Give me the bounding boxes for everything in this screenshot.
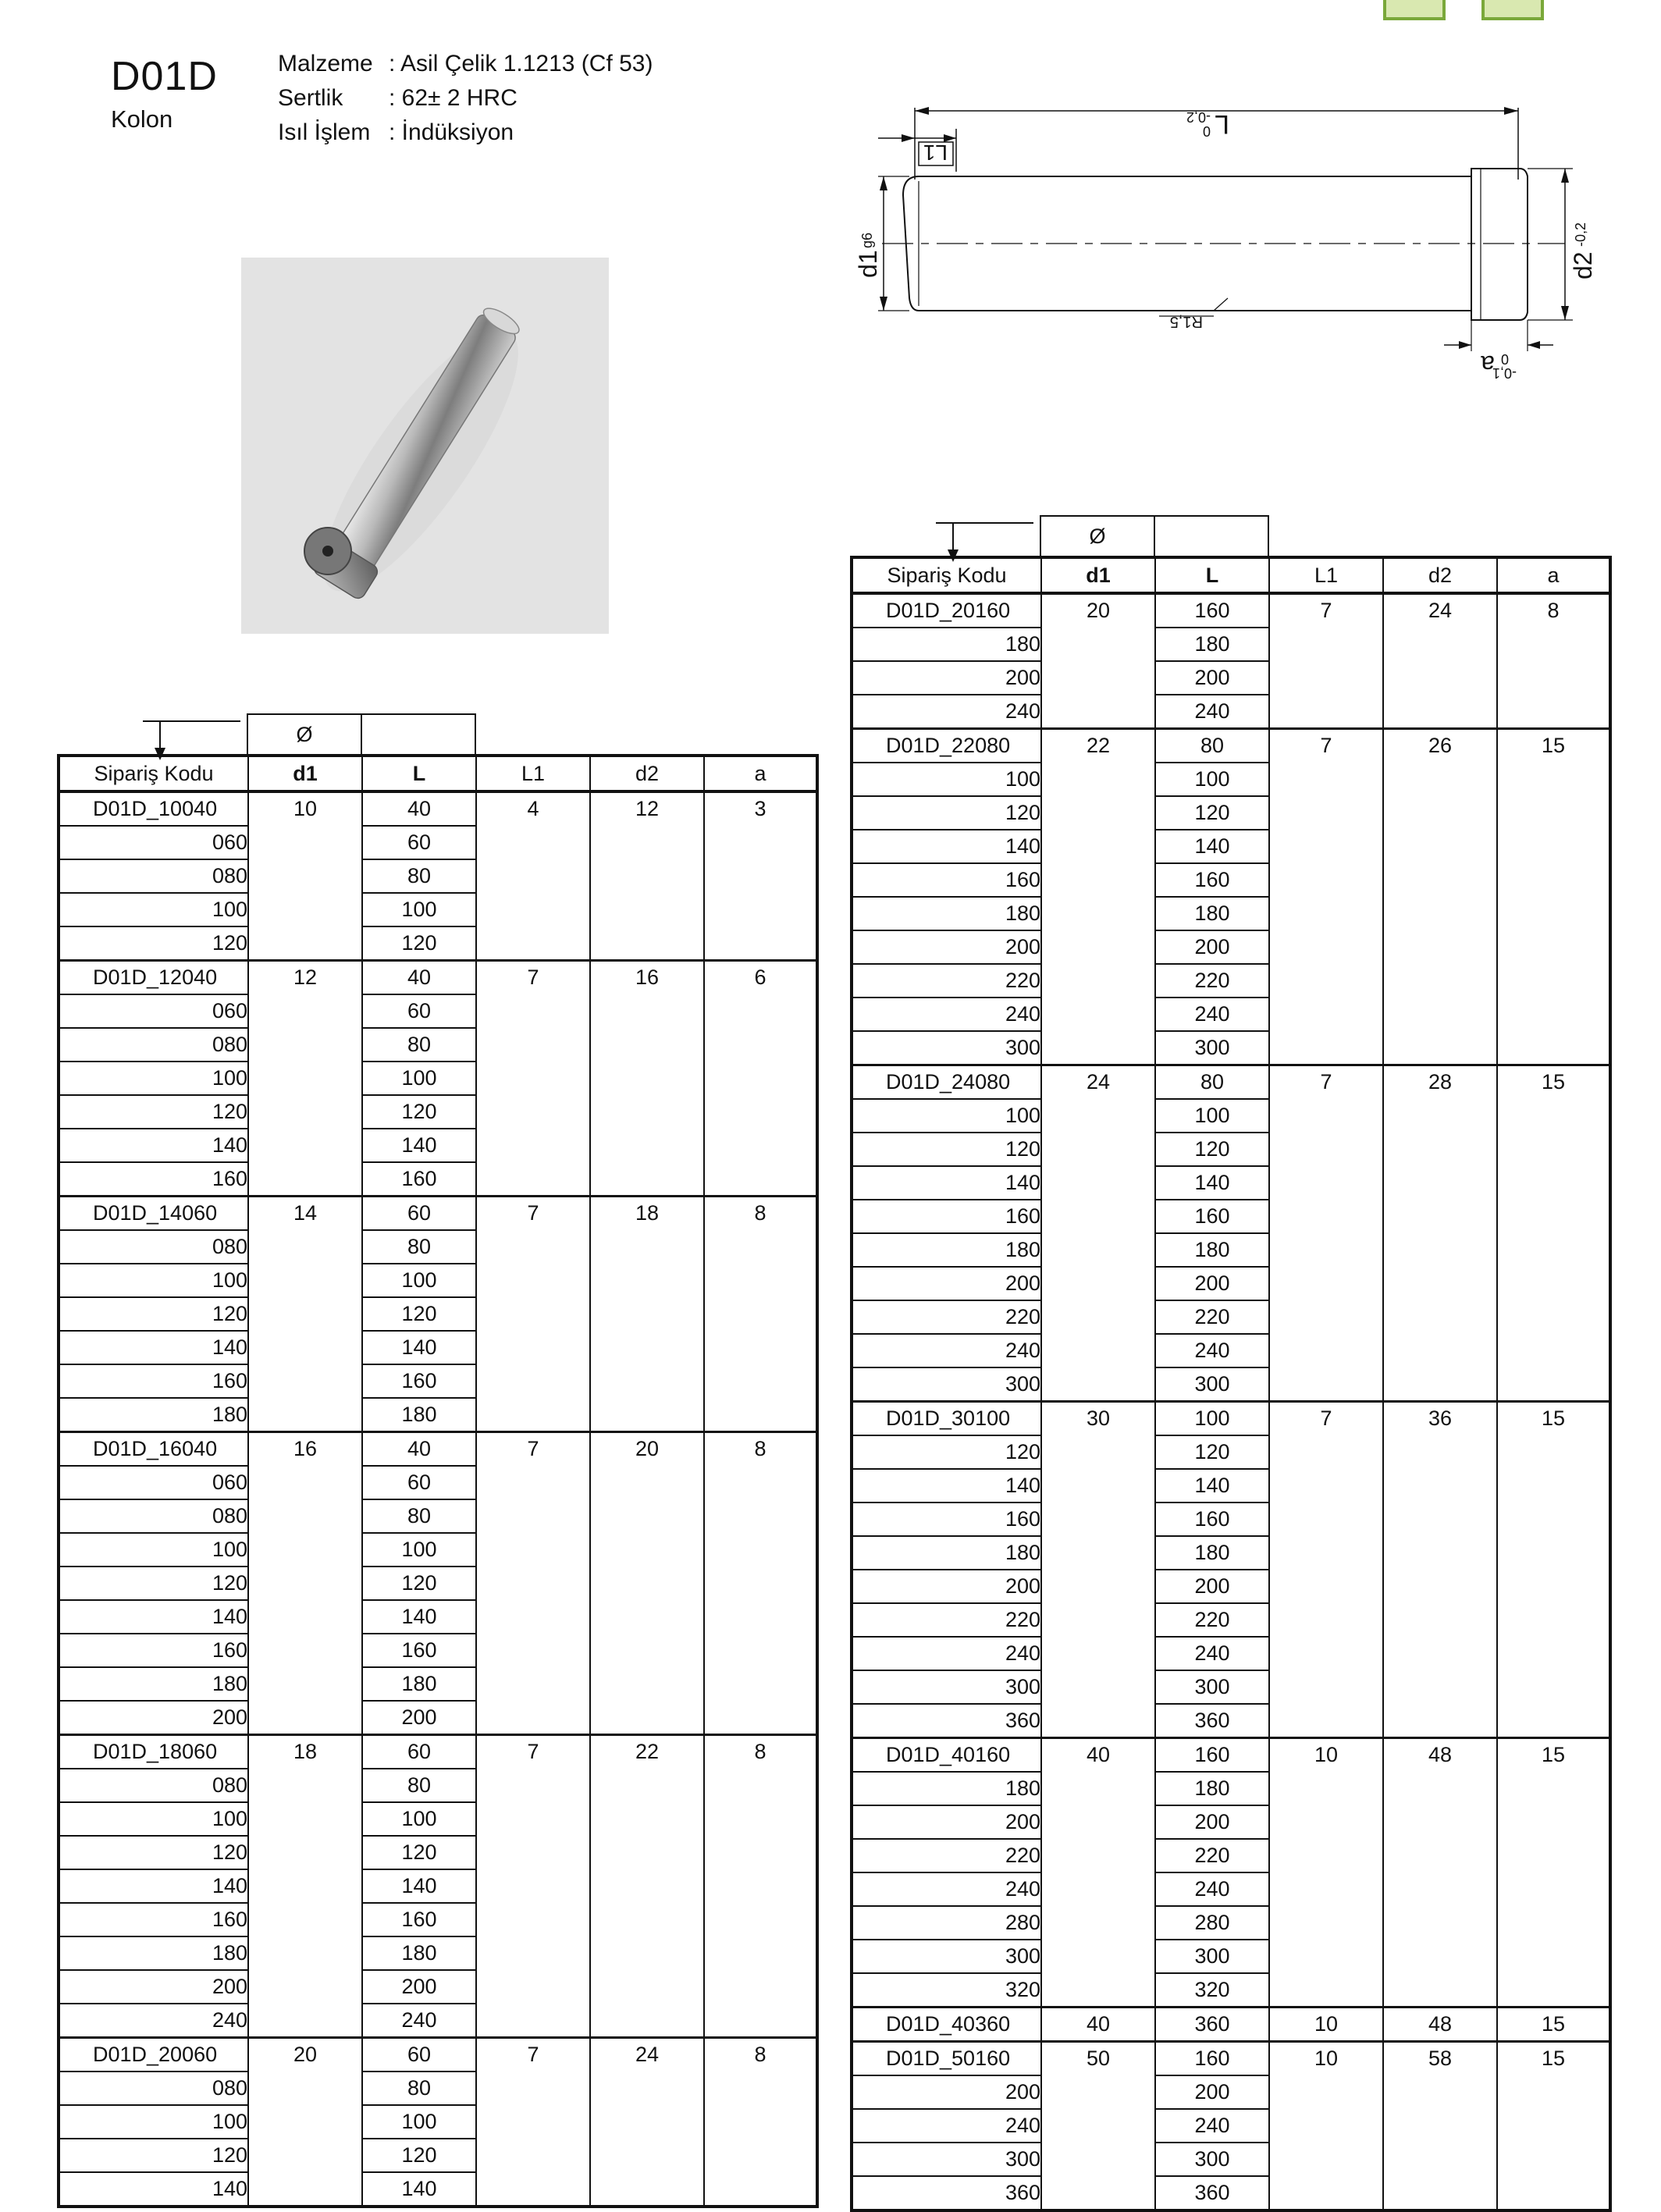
length-cell: 60 [362, 1197, 476, 1231]
length-cell: 160 [362, 1634, 476, 1667]
dim-L-tol2: -0,2 [1186, 109, 1211, 125]
length-cell: 360 [1155, 2176, 1269, 2210]
length-cell: 100 [1155, 763, 1269, 796]
length-cell: 140 [362, 1129, 476, 1162]
l1-cell: 10 [1269, 2008, 1383, 2042]
length-cell: 220 [1155, 1839, 1269, 1872]
length-cell: 360 [1155, 2008, 1269, 2042]
length-cell: 300 [1155, 1367, 1269, 1402]
length-cell: 240 [1155, 998, 1269, 1031]
order-code-cell: 240 [852, 1872, 1041, 1906]
length-cell: 100 [362, 1802, 476, 1836]
table-row [59, 1197, 817, 1231]
length-cell: 300 [1155, 1031, 1269, 1065]
spec-hardness [278, 81, 653, 116]
length-cell: 140 [362, 1600, 476, 1634]
length-cell: 320 [1155, 1973, 1269, 2008]
order-code-cell: 200 [852, 2075, 1041, 2109]
order-code-cell: 080 [59, 1028, 248, 1062]
length-cell: 200 [1155, 930, 1269, 964]
order-code-cell: 180 [852, 628, 1041, 661]
length-cell: 160 [1155, 1503, 1269, 1536]
order-code-cell: 140 [852, 830, 1041, 863]
order-code-cell: 060 [59, 826, 248, 859]
order-code-cell: 120 [59, 1836, 248, 1869]
dim-L: L [1215, 109, 1229, 139]
order-code-cell: 240 [852, 998, 1041, 1031]
length-cell: 120 [1155, 1133, 1269, 1166]
diameter-header-cell [247, 713, 362, 756]
length-cell: 160 [362, 1903, 476, 1936]
spec-table-right [850, 556, 1612, 2212]
order-code-cell: 160 [852, 1503, 1041, 1536]
length-cell: 180 [1155, 628, 1269, 661]
column-header: L [1155, 557, 1269, 593]
order-code-cell: 080 [59, 1499, 248, 1533]
table-row [59, 961, 817, 995]
column-header: L1 [1269, 557, 1383, 593]
order-code-cell: 160 [852, 1200, 1041, 1233]
a-cell: 15 [1497, 1065, 1610, 1402]
a-cell: 8 [1497, 593, 1610, 729]
length-cell: 120 [362, 926, 476, 961]
d1-cell: 16 [248, 1432, 362, 1735]
order-code-cell: D01D_20160 [852, 593, 1041, 628]
column-header: a [704, 756, 817, 791]
order-code-cell: 280 [852, 1906, 1041, 1940]
length-cell: 300 [1155, 1670, 1269, 1704]
order-code-cell: 360 [852, 2176, 1041, 2210]
length-cell: 100 [362, 1264, 476, 1297]
order-code-cell: 220 [852, 1300, 1041, 1334]
length-cell: 240 [362, 2004, 476, 2038]
dim-L1: L1 [923, 140, 948, 165]
d2-cell: 22 [590, 1735, 704, 2038]
a-cell: 15 [1497, 1402, 1610, 1738]
d2-cell: 48 [1383, 1738, 1497, 2008]
length-cell: 240 [1155, 695, 1269, 729]
order-code-cell: 120 [852, 1435, 1041, 1469]
order-code-cell: D01D_14060 [59, 1197, 248, 1231]
length-cell: 60 [362, 1735, 476, 1769]
diameter-header-cell [1040, 515, 1155, 557]
order-code-cell: 220 [852, 964, 1041, 998]
order-code-cell: 060 [59, 1466, 248, 1499]
order-code-cell: 180 [852, 1772, 1041, 1805]
order-code-cell: 100 [852, 1099, 1041, 1133]
length-cell: 200 [1155, 2075, 1269, 2109]
dim-d1: d1 [854, 250, 882, 278]
order-code-cell: 160 [59, 1364, 248, 1398]
length-cell: 80 [362, 1028, 476, 1062]
logo-mark-left [1383, 0, 1446, 20]
length-cell: 60 [362, 994, 476, 1028]
length-cell: 160 [362, 1364, 476, 1398]
spec-key: Malzeme [278, 51, 373, 76]
a-cell: 15 [1497, 729, 1610, 1065]
d2-cell: 16 [590, 961, 704, 1197]
length-cell: 200 [362, 1970, 476, 2004]
length-cell: 200 [1155, 661, 1269, 695]
length-cell: 180 [362, 1936, 476, 1970]
order-code-cell: 080 [59, 859, 248, 893]
order-code-cell: 100 [59, 893, 248, 926]
d1-cell: 24 [1041, 1065, 1155, 1402]
length-cell: 100 [362, 2105, 476, 2139]
table-row [852, 729, 1610, 763]
length-cell: 180 [362, 1398, 476, 1432]
d1-cell: 30 [1041, 1402, 1155, 1738]
order-code-cell: 140 [59, 1869, 248, 1903]
length-cell: 80 [362, 859, 476, 893]
logo-mark-right [1481, 0, 1544, 20]
length-cell: 360 [1155, 1704, 1269, 1738]
order-code-cell: 140 [59, 2172, 248, 2207]
length-cell: 100 [362, 1062, 476, 1095]
order-code-cell: D01D_40160 [852, 1738, 1041, 1773]
length-cell: 200 [362, 1701, 476, 1735]
length-cell: 160 [1155, 1738, 1269, 1773]
length-cell: 180 [362, 1667, 476, 1701]
d1-cell: 40 [1041, 2008, 1155, 2042]
order-code-cell: 200 [59, 1701, 248, 1735]
length-cell: 100 [362, 1533, 476, 1567]
order-code-cell: 240 [852, 1334, 1041, 1367]
dim-d2: d2 [1569, 251, 1597, 279]
order-code-cell: 080 [59, 2072, 248, 2105]
order-code-cell: 100 [59, 2105, 248, 2139]
length-cell: 240 [1155, 1637, 1269, 1670]
order-code-cell: 180 [59, 1398, 248, 1432]
d1-cell: 20 [1041, 593, 1155, 729]
order-code-cell: 180 [852, 897, 1041, 930]
order-code-cell: 160 [852, 863, 1041, 897]
table-row [59, 791, 817, 826]
length-cell: 120 [362, 1297, 476, 1331]
a-cell: 15 [1497, 2008, 1610, 2042]
spec-key: Sertlik [278, 85, 343, 111]
length-cell: 60 [362, 826, 476, 859]
length-cell: 160 [1155, 863, 1269, 897]
product-code: D01D [111, 54, 218, 99]
spec-table-left [57, 754, 819, 2208]
order-code-cell: D01D_18060 [59, 1735, 248, 1769]
d1-cell: 40 [1041, 1738, 1155, 2008]
order-code-cell: 080 [59, 1230, 248, 1264]
order-code-cell: D01D_40360 [852, 2008, 1041, 2042]
length-cell: 80 [362, 1230, 476, 1264]
order-code-cell: 360 [852, 1704, 1041, 1738]
spec-material [278, 47, 653, 81]
l1-cell: 4 [476, 791, 590, 961]
order-code-cell: 200 [852, 1805, 1041, 1839]
table-row [59, 1735, 817, 1769]
order-code-cell: 140 [59, 1129, 248, 1162]
d2-cell: 26 [1383, 729, 1497, 1065]
order-code-cell: D01D_22080 [852, 729, 1041, 763]
length-cell: 180 [1155, 1772, 1269, 1805]
order-code-cell: 180 [59, 1667, 248, 1701]
order-code-cell: D01D_20060 [59, 2038, 248, 2072]
column-header: L1 [476, 756, 590, 791]
length-cell: 240 [1155, 1872, 1269, 1906]
table-row [852, 593, 1610, 628]
length-cell: 40 [362, 961, 476, 995]
length-cell: 160 [362, 1162, 476, 1197]
order-code-cell: 120 [59, 1297, 248, 1331]
length-cell: 80 [362, 1499, 476, 1533]
l1-cell: 7 [1269, 1402, 1383, 1738]
d1-cell: 18 [248, 1735, 362, 2038]
length-header-cell [361, 713, 476, 756]
length-cell: 140 [362, 2172, 476, 2207]
order-code-cell: 180 [852, 1233, 1041, 1267]
right-table-wrapper [850, 515, 1608, 2204]
diameter-symbol: Ø [296, 723, 313, 746]
column-header: Sipariş Kodu [59, 756, 248, 791]
column-header: d1 [248, 756, 362, 791]
length-cell: 140 [1155, 1166, 1269, 1200]
order-code-cell: 320 [852, 1973, 1041, 2008]
l1-cell: 7 [1269, 729, 1383, 1065]
length-cell: 160 [1155, 2042, 1269, 2076]
d2-cell: 24 [1383, 593, 1497, 729]
a-cell: 6 [704, 961, 817, 1197]
length-cell: 220 [1155, 1603, 1269, 1637]
length-cell: 120 [1155, 796, 1269, 830]
length-cell: 40 [362, 1432, 476, 1467]
product-name: Kolon [111, 105, 173, 133]
table-header-row [59, 756, 817, 791]
order-code-cell: 100 [59, 1062, 248, 1095]
spec-key: Isıl İşlem [278, 119, 371, 145]
d1-cell: 14 [248, 1197, 362, 1432]
order-code-cell: 140 [852, 1469, 1041, 1503]
length-cell: 140 [362, 1331, 476, 1364]
order-code-cell: 160 [59, 1634, 248, 1667]
order-code-cell: 160 [59, 1162, 248, 1197]
l1-cell: 7 [476, 2038, 590, 2207]
order-code-cell: 100 [59, 1802, 248, 1836]
order-code-cell: D01D_30100 [852, 1402, 1041, 1436]
length-cell: 140 [1155, 830, 1269, 863]
order-code-cell: 200 [59, 1970, 248, 2004]
order-code-cell: 240 [852, 2109, 1041, 2143]
length-cell: 180 [1155, 1536, 1269, 1570]
length-cell: 200 [1155, 1805, 1269, 1839]
order-code-cell: 100 [59, 1264, 248, 1297]
length-cell: 60 [362, 1466, 476, 1499]
length-cell: 140 [1155, 1469, 1269, 1503]
order-code-cell: 100 [852, 763, 1041, 796]
dim-a-tol: -0,1 [1492, 365, 1517, 381]
order-code-cell: 200 [852, 930, 1041, 964]
order-code-cell: 200 [852, 1570, 1041, 1603]
order-code-cell: 200 [852, 1267, 1041, 1300]
spec-value: : İndüksiyon [389, 119, 514, 145]
order-code-cell: 160 [59, 1903, 248, 1936]
length-cell: 60 [362, 2038, 476, 2072]
length-cell: 120 [362, 1095, 476, 1129]
d2-cell: 18 [590, 1197, 704, 1432]
l1-cell: 7 [1269, 593, 1383, 729]
dim-L-tol: 0 [1202, 123, 1211, 139]
order-code-cell: 100 [59, 1533, 248, 1567]
order-code-cell: 240 [852, 695, 1041, 729]
l1-cell: 7 [476, 961, 590, 1197]
length-cell: 80 [1155, 729, 1269, 763]
l1-cell: 7 [476, 1197, 590, 1432]
length-cell: 220 [1155, 964, 1269, 998]
length-cell: 100 [1155, 1402, 1269, 1436]
l1-cell: 10 [1269, 1738, 1383, 2008]
spec-value: : Asil Çelik 1.1213 (Cf 53) [389, 51, 653, 76]
order-code-cell: 120 [59, 1567, 248, 1600]
order-code-cell: 080 [59, 1769, 248, 1802]
table-row [852, 1402, 1610, 1436]
order-code-cell: 120 [59, 1095, 248, 1129]
length-cell: 120 [362, 1836, 476, 1869]
l1-cell: 10 [1269, 2042, 1383, 2211]
d1-cell: 50 [1041, 2042, 1155, 2211]
column-header: L [362, 756, 476, 791]
spec-value: : 62± 2 HRC [389, 85, 518, 111]
length-cell: 300 [1155, 2143, 1269, 2176]
length-cell: 120 [1155, 1435, 1269, 1469]
order-code-cell: 060 [59, 994, 248, 1028]
diameter-symbol: Ø [1089, 525, 1106, 548]
dim-a-tol2: 0 [1500, 351, 1509, 367]
order-code-cell: D01D_10040 [59, 791, 248, 826]
order-code-cell: 300 [852, 2143, 1041, 2176]
order-code-cell: 140 [852, 1166, 1041, 1200]
table-row [59, 2038, 817, 2072]
length-cell: 40 [362, 791, 476, 826]
d1-cell: 12 [248, 961, 362, 1197]
length-cell: 180 [1155, 897, 1269, 930]
order-code-cell: 300 [852, 1670, 1041, 1704]
d2-cell: 20 [590, 1432, 704, 1735]
length-cell: 100 [362, 893, 476, 926]
technical-drawing [847, 94, 1596, 390]
column-header: d1 [1041, 557, 1155, 593]
length-cell: 300 [1155, 1940, 1269, 1973]
length-cell: 240 [1155, 2109, 1269, 2143]
length-cell: 280 [1155, 1906, 1269, 1940]
left-table-wrapper [57, 713, 816, 2200]
a-cell: 15 [1497, 1738, 1610, 2008]
dim-radius: R1,5 [1169, 313, 1203, 330]
order-code-cell: 240 [852, 1637, 1041, 1670]
length-cell: 180 [1155, 1233, 1269, 1267]
order-code-cell: 140 [59, 1600, 248, 1634]
length-cell: 220 [1155, 1300, 1269, 1334]
column-header: a [1497, 557, 1610, 593]
a-cell: 8 [704, 2038, 817, 2207]
d2-cell: 36 [1383, 1402, 1497, 1738]
dim-d2-tol: -0,2 [1573, 222, 1588, 247]
d2-cell: 28 [1383, 1065, 1497, 1402]
dim-a: a [1481, 350, 1495, 379]
table-row [852, 2008, 1610, 2042]
length-cell: 240 [1155, 1334, 1269, 1367]
table-row [852, 1738, 1610, 1773]
length-header-cell [1154, 515, 1269, 557]
length-cell: 160 [1155, 1200, 1269, 1233]
length-cell: 120 [362, 1567, 476, 1600]
order-code-cell: 140 [59, 1331, 248, 1364]
d2-cell: 58 [1383, 2042, 1497, 2211]
length-cell: 80 [1155, 1065, 1269, 1100]
d1-cell: 20 [248, 2038, 362, 2207]
order-code-cell: 200 [852, 661, 1041, 695]
order-code-cell: 300 [852, 1940, 1041, 1973]
l1-cell: 7 [476, 1735, 590, 2038]
order-code-cell: 300 [852, 1031, 1041, 1065]
dim-d1-tol: g6 [859, 232, 875, 248]
order-code-cell: 300 [852, 1367, 1041, 1402]
order-code-cell: D01D_50160 [852, 2042, 1041, 2076]
order-code-cell: 120 [59, 2139, 248, 2172]
d2-cell: 24 [590, 2038, 704, 2207]
d1-cell: 22 [1041, 729, 1155, 1065]
length-cell: 200 [1155, 1267, 1269, 1300]
order-code-cell: 220 [852, 1839, 1041, 1872]
length-cell: 80 [362, 1769, 476, 1802]
column-header: d2 [1383, 557, 1497, 593]
table-header-row [852, 557, 1610, 593]
column-header: d2 [590, 756, 704, 791]
a-cell: 3 [704, 791, 817, 961]
order-code-cell: 120 [852, 1133, 1041, 1166]
spec-heat-treatment [278, 116, 653, 150]
order-code-cell: 120 [852, 796, 1041, 830]
l1-cell: 7 [476, 1432, 590, 1735]
a-cell: 8 [704, 1735, 817, 2038]
a-cell: 8 [704, 1197, 817, 1432]
order-code-cell: 120 [59, 926, 248, 961]
a-cell: 8 [704, 1432, 817, 1735]
order-code-cell: 180 [59, 1936, 248, 1970]
length-cell: 80 [362, 2072, 476, 2105]
length-cell: 200 [1155, 1570, 1269, 1603]
table-row [852, 1065, 1610, 1100]
length-cell: 120 [362, 2139, 476, 2172]
order-code-cell: 220 [852, 1603, 1041, 1637]
l1-cell: 7 [1269, 1065, 1383, 1402]
column-header: Sipariş Kodu [852, 557, 1041, 593]
a-cell: 15 [1497, 2042, 1610, 2211]
order-code-cell: D01D_16040 [59, 1432, 248, 1467]
length-cell: 140 [362, 1869, 476, 1903]
order-code-cell: D01D_24080 [852, 1065, 1041, 1100]
product-photo [241, 258, 609, 634]
d1-cell: 10 [248, 791, 362, 961]
d2-cell: 12 [590, 791, 704, 961]
order-code-cell: D01D_12040 [59, 961, 248, 995]
spec-list [278, 47, 653, 150]
length-cell: 100 [1155, 1099, 1269, 1133]
d2-cell: 48 [1383, 2008, 1497, 2042]
length-cell: 160 [1155, 593, 1269, 628]
table-row [59, 1432, 817, 1467]
order-code-cell: 180 [852, 1536, 1041, 1570]
table-row [852, 2042, 1610, 2076]
order-code-cell: 240 [59, 2004, 248, 2038]
